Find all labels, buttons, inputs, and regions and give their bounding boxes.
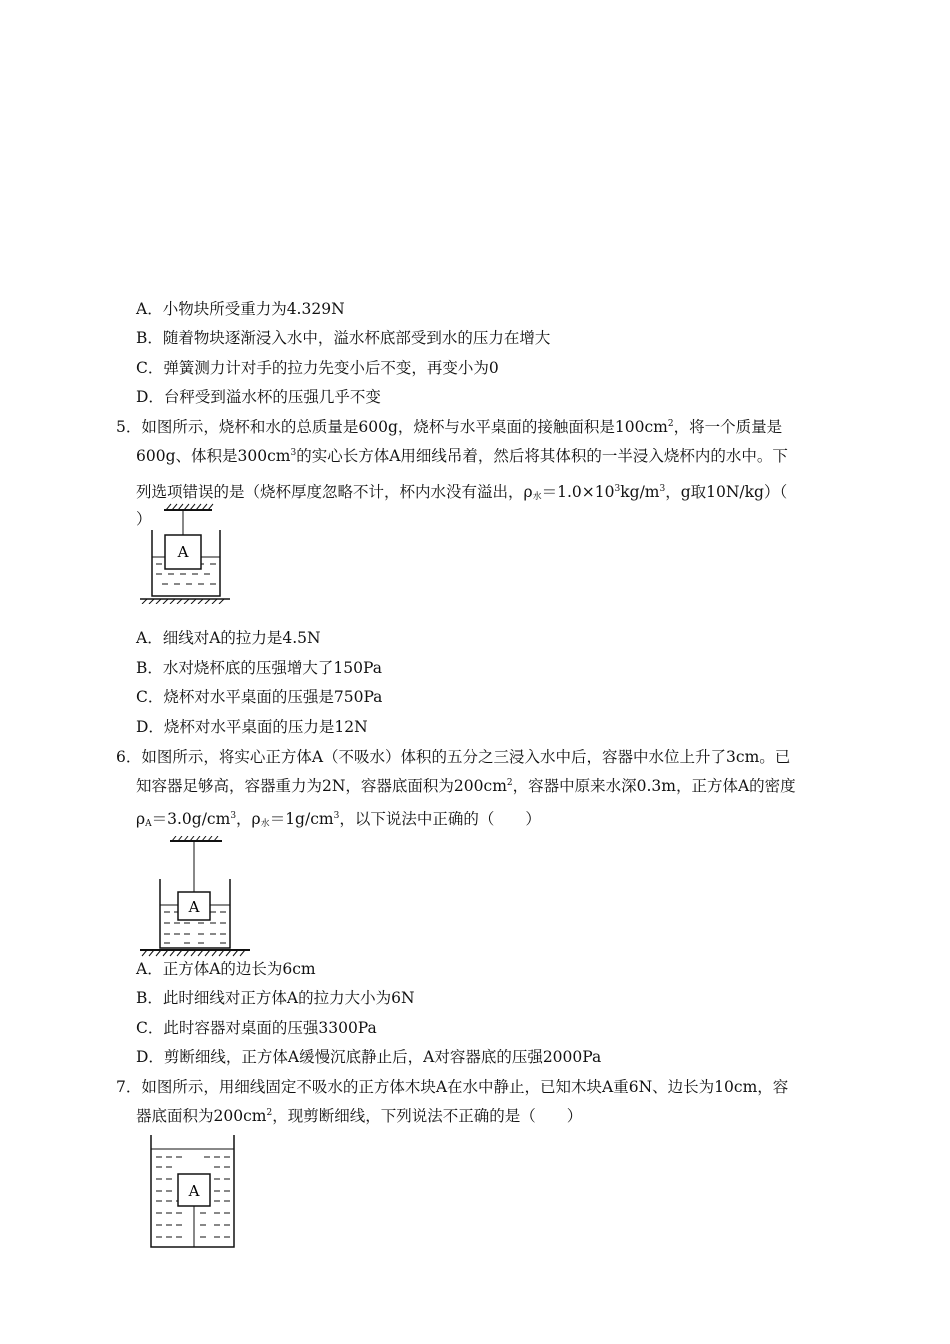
q6-figure <box>140 836 252 958</box>
q4-option-d: D．台秤受到溢水杯的压强几乎不变 <box>136 388 381 406</box>
q6-stem-line1: 6．如图所示，将实心正方体A（不吸水）体积的五分之三浸入水中后，容器中水位上升了3cm。已 <box>116 748 791 766</box>
q6-stem-line3: $\rho_A=3.0g/cm^3$，$\rho_水=1g/cm^3$，以下说法中正确的（ ） <box>136 810 541 829</box>
q5-stem-line2: 600g、体积是$300cm^3$的实心长方体A用细线吊着，然后将其体积的一半浸入烧杯内的水中。下 <box>136 447 788 465</box>
q5-stem-line4: ） <box>136 510 152 528</box>
q4-option-c: C．弹簧测力计对手的拉力先变小后不变，再变小为0 <box>136 359 499 377</box>
q6-option-d: D．剪断细线，正方体A缓慢沉底静止后，A对容器底的压强2000Pa <box>136 1048 602 1066</box>
q5-option-a: A．细线对A的拉力是4.5N <box>136 629 321 647</box>
q7-figure <box>148 1135 238 1251</box>
q7-stem-line1: 7．如图所示，用细线固定不吸水的正方体木块A在水中静止，已知木块A重6N、边长为10cm，容 <box>116 1078 789 1096</box>
q5-stem-line3: 列选项错误的是（烧杯厚度忽略不计，杯内水没有溢出，$\rho_水=1.0\times 10^3kg/m^3$，g取10N/kg）（ <box>136 483 788 502</box>
q7-figure-label: A <box>188 1182 200 1200</box>
q6-figure-label: A <box>188 898 200 916</box>
q5-figure-label: A <box>177 543 189 561</box>
q5-option-c: C．烧杯对水平桌面的压强是750Pa <box>136 688 383 706</box>
q6-option-c: C．此时容器对桌面的压强3300Pa <box>136 1019 377 1037</box>
q6-option-a: A．正方体A的边长为6cm <box>136 960 316 978</box>
q5-stem-line1: 5．如图所示，烧杯和水的总质量是600g，烧杯与水平桌面的接触面积是$100cm^2$，将一个质量是 <box>116 418 783 436</box>
q6-stem-line2: 知容器足够高，容器重力为2N，容器底面积为$200cm^2$，容器中原来水深0.3m，正方体A的密度 <box>136 777 796 795</box>
q5-option-b: B．水对烧杯底的压强增大了150Pa <box>136 659 382 677</box>
q7-stem-line2: 器底面积为$200cm^2$，现剪断细线，下列说法不正确的是（ ） <box>136 1107 583 1125</box>
q5-figure <box>136 502 236 604</box>
q5-option-d: D．烧杯对水平桌面的压力是12N <box>136 718 368 736</box>
q6-option-b: B．此时细线对正方体A的拉力大小为6N <box>136 989 415 1007</box>
q4-option-b: B．随着物块逐渐浸入水中，溢水杯底部受到水的压力在增大 <box>136 329 551 347</box>
q4-option-a: A．小物块所受重力为4.329N <box>136 300 345 318</box>
